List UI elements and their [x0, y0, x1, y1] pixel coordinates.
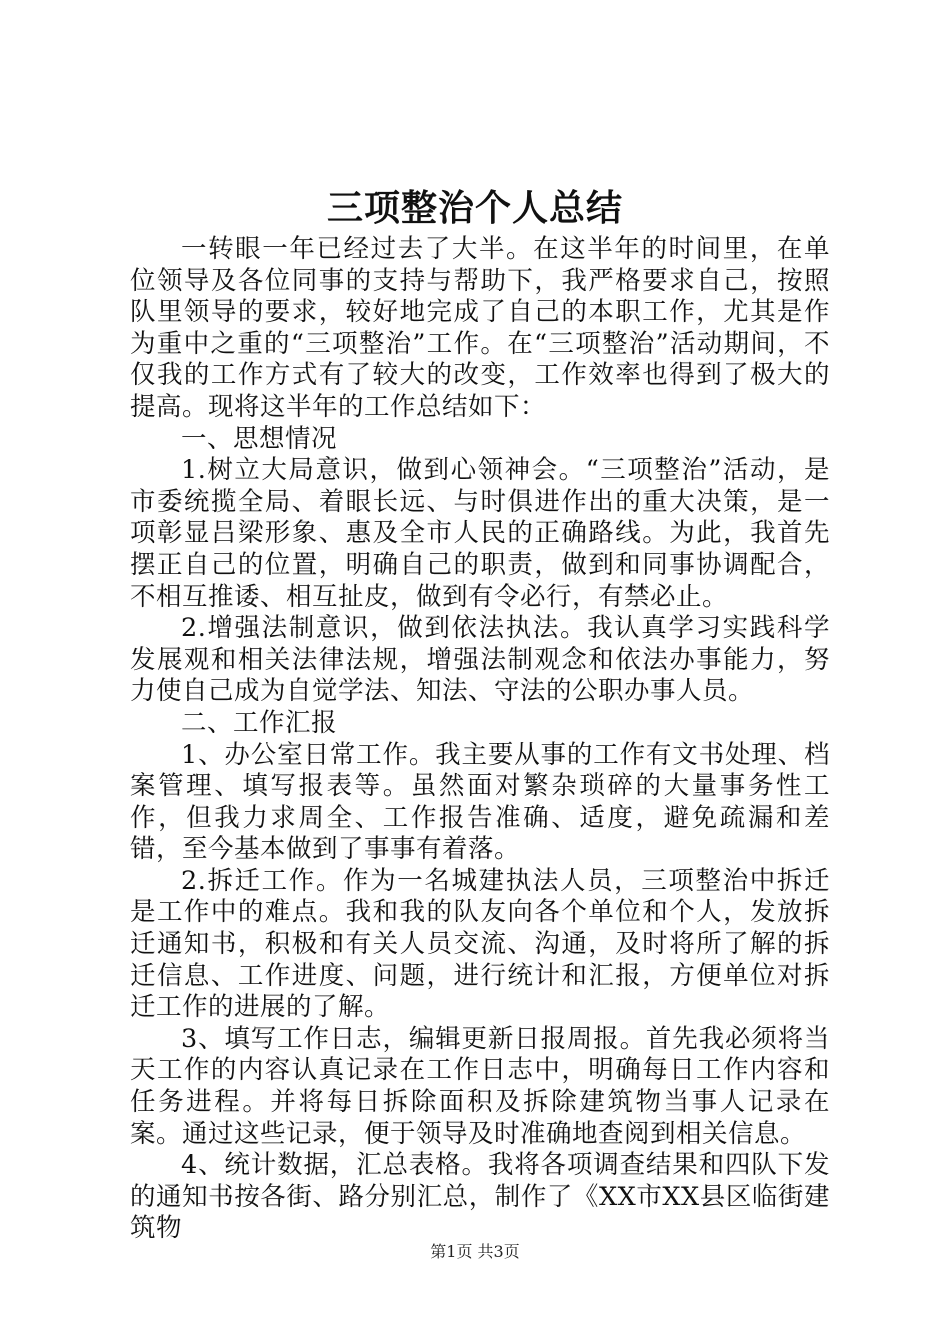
paragraph-intro: 一转眼一年已经过去了大半。在这半年的时间里，在单位领导及各位同事的支持与帮助下，我严格要求自己，按照队里领导的要求，较好地完成了自己的本职工作，尤其是作为重中之重的“三项整治”工作。在“三项整治”活动期间，不仅我的工作方式有了较大的改变，工作效率也得到了极大的提高。现将这半年的工作总结如下：	[130, 234, 830, 422]
document-title: 三项整治个人总结	[326, 187, 623, 229]
paragraph-work-2: 2.拆迁工作。作为一名城建执法人员，三项整治中拆迁是工作中的难点。我和我的队友向各个单位和个人，发放拆迁通知书，积极和有关人员交流、沟通，及时将所了解的拆迁信息、工作进度、问题，进行统计和汇报，方便单位对拆迁工作的进展的了解。	[130, 865, 830, 1023]
document-body	[130, 234, 830, 1245]
paragraph-thought-1: 1.树立大局意识，做到心领神会。“三项整治”活动，是市委统揽全局、着眼长远、与时俱进作出的重大决策，是一项彰显吕梁形象、惠及全市人民的正确路线。为此，我首先摆正自己的位置，明确自己的职责，做到和同事协调配合，不相互推诿、相互扯皮，做到有令必行，有禁必止。	[130, 455, 830, 612]
page-footer: 第1页 共3页	[430, 1242, 520, 1261]
paragraph-thought-2: 2.增强法制意识，做到依法执法。我认真学习实践科学发展观和相关法律法规，增强法制观念和依法办事能力，努力使自己成为自觉学法、知法、守法的公职办事人员。	[130, 613, 830, 707]
paragraph-work-3: 3、填写工作日志，编辑更新日报周报。首先我必须将当天工作的内容认真记录在工作日志中，明确每日工作内容和任务进程。并将每日拆除面积及拆除建筑物当事人记录在案。通过这些记录，便于领导及时准确地查阅到相关信息。	[130, 1023, 830, 1149]
paragraph-work-1: 1、办公室日常工作。我主要从事的工作有文书处理、档案管理、填写报表等。虽然面对繁杂琐碎的大量事务性工作，但我力求周全、工作报告准确、适度，避免疏漏和差错，至今基本做到了事事有着落。	[130, 739, 830, 865]
paragraph-work-4: 4、统计数据，汇总表格。我将各项调查结果和四队下发的通知书按各街、路分别汇总，制作了《XX市XX县区临街建筑物	[130, 1150, 830, 1244]
section-heading-thought: 一、思想情况	[181, 423, 338, 454]
section-heading-work: 二、工作汇报	[181, 707, 338, 738]
